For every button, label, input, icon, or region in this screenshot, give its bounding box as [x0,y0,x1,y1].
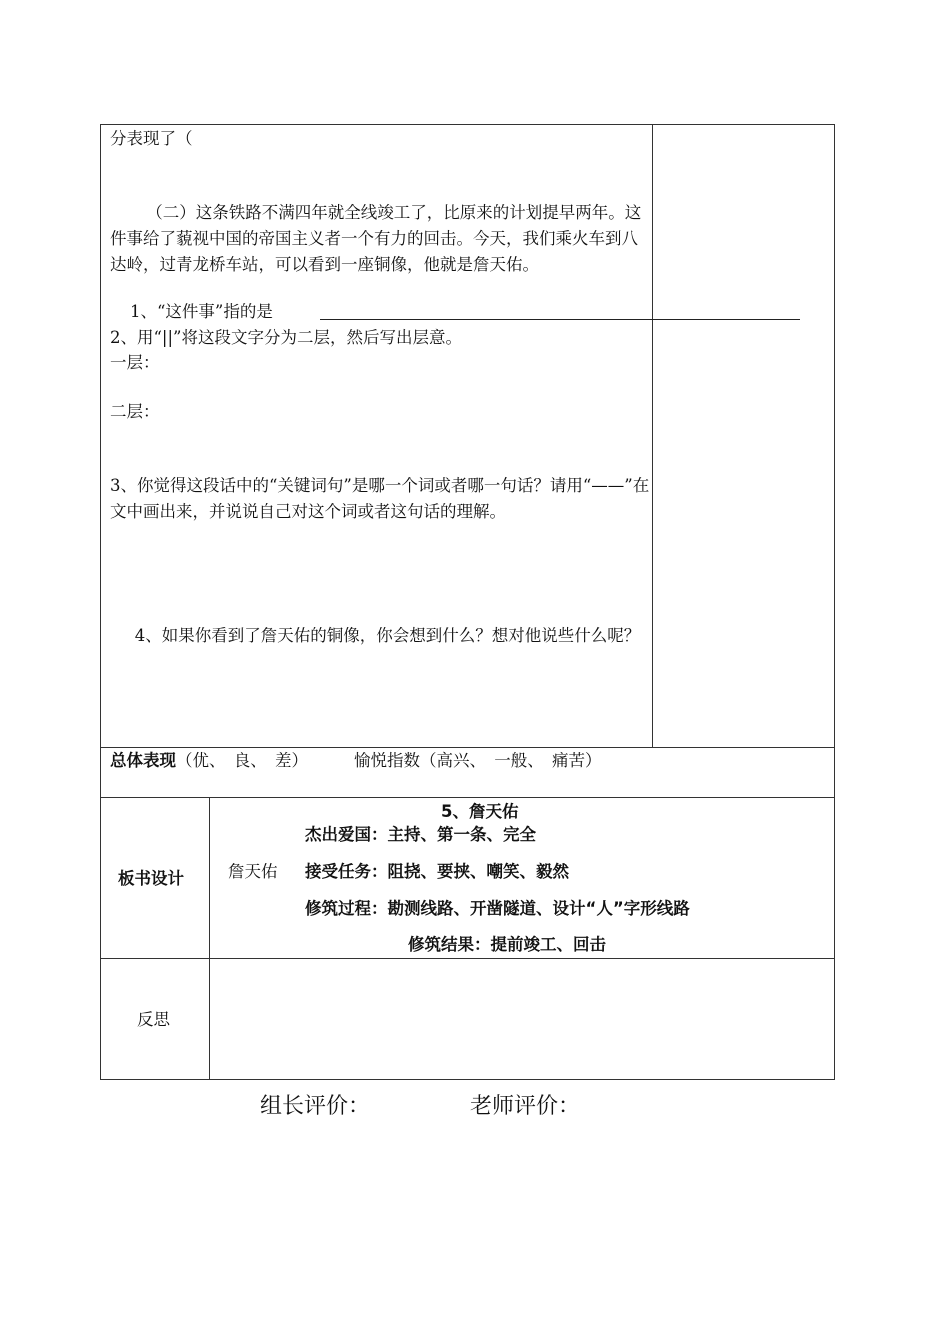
right-column-divider [652,124,653,747]
layer-1-label: 一层： [110,353,160,372]
overall-label: 总体表现 [110,751,176,770]
joy-label: 愉悦指数 [354,751,420,770]
board-center-name: 詹天佑 [228,862,278,881]
row-divider-reflection [100,958,835,959]
question-3: 3、你觉得这段话中的“关键词句”是哪一个词或者哪一句话？请用“——”在文中画出来，并说说自己对这个词或者这句话的理解。 [110,476,650,521]
reflection-area[interactable] [211,960,833,1078]
layer-2-label: 二层： [110,402,160,421]
reflection-label: 反思 [137,1010,170,1029]
previous-question-tail: 分表现了（ [110,129,193,148]
question-4: 4、如果你看到了詹天佑的铜像，你会想到什么？想对他说些什么呢？ [134,626,641,645]
board-line-2: 接受任务：阻挠、要挟、嘲笑、毅然 [305,862,569,881]
row-divider-board [100,797,835,798]
overall-performance [110,748,602,774]
teacher-evaluation: 老师评价： [470,1094,581,1119]
answer-line-q1[interactable] [320,319,800,320]
board-design-label: 板书设计 [118,869,184,888]
board-line-1: 杰出爱国：主持、第一条、完全 [305,825,536,844]
board-line-3: 修筑过程：勘测线路、开凿隧道、设计“人”字形线路 [305,899,690,918]
reading-passage: （二）这条铁路不满四年就全线竣工了，比原来的计划提早两年。这件事给了藐视中国的帝国主义者一个有力的回击。今天，我们乘火车到八达岭，过青龙桥车站，可以看到一座铜像，他就是詹天佑。 [110,203,642,274]
question-2: 2、用“||”将这段文字分为二层，然后写出层意。 [110,328,462,347]
board-line-4: 修筑结果：提前竣工、回击 [408,935,606,954]
joy-options: （高兴、 一般、 痛苦） [420,751,602,770]
label-column-divider [209,797,210,1080]
board-title: 5、詹天佑 [441,802,519,821]
group-leader-evaluation: 组长评价： [260,1094,371,1119]
overall-options: （优、 良、 差） [176,751,308,770]
question-1: 1、“这件事”指的是 [130,302,273,321]
